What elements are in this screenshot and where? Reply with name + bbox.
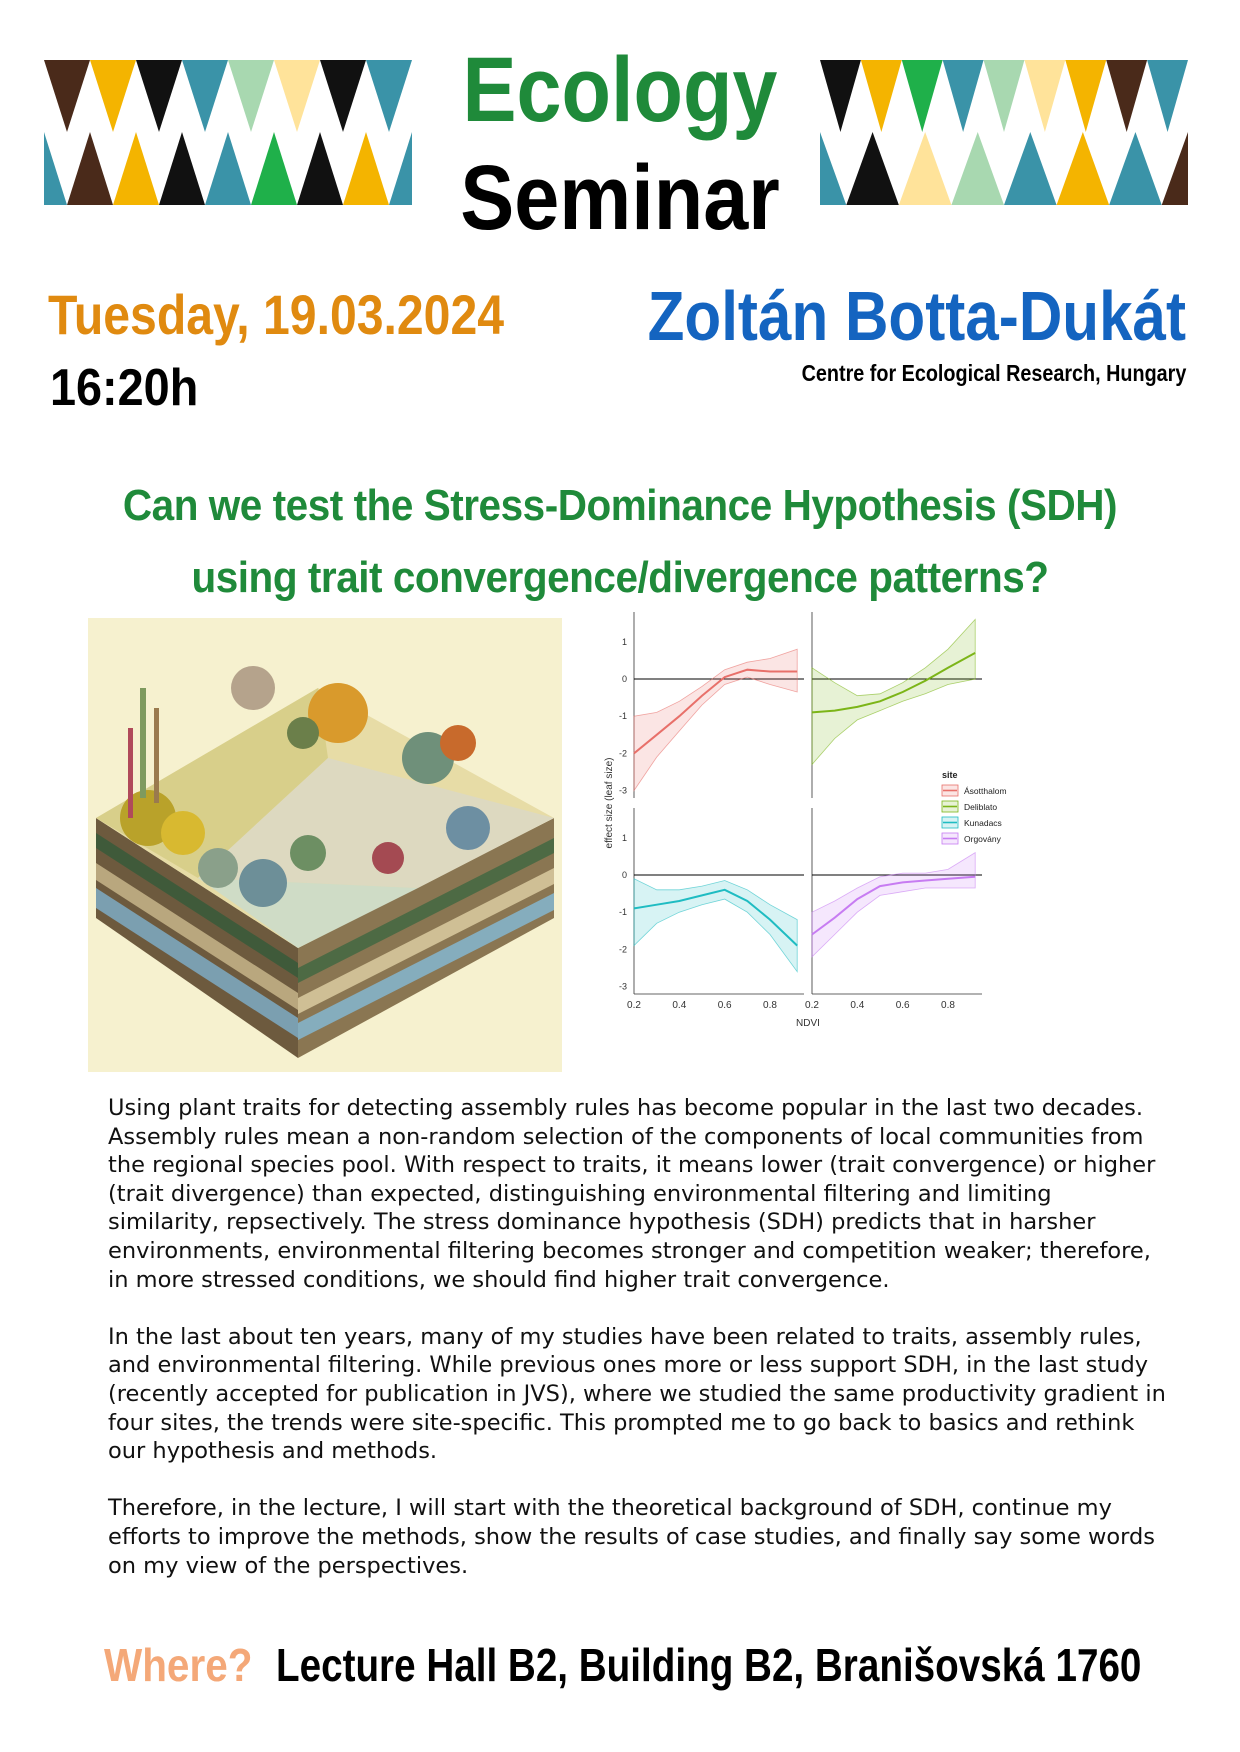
- banner-triangle-down: [984, 60, 1025, 132]
- banner-triangle-up: [1057, 132, 1110, 205]
- venue-location: Lecture Hall B2, Building B2, Branišovská 1760: [276, 1639, 1142, 1691]
- where-label: Where?: [104, 1639, 253, 1691]
- banner-triangle-down: [228, 60, 274, 132]
- banner-triangle-up: [899, 132, 952, 205]
- banner-triangle-down: [182, 60, 228, 132]
- y-axis-label: effect size (leaf size): [604, 757, 615, 849]
- x-tick-label: 0.8: [763, 1000, 777, 1011]
- x-tick-label: 0.4: [672, 1000, 687, 1011]
- banner-triangle-up: [846, 132, 899, 205]
- y-tick-label: 1: [621, 832, 627, 843]
- banner-triangle-up: [67, 132, 113, 205]
- talk-title-line1: Can we test the Stress-Dominance Hypothesis (SDH): [122, 481, 1118, 530]
- abstract-paragraph-1: Using plant traits for detecting assembly rules has become popular in the last two decades. Assembly rules mean a non-random selection of the components of local communities from the regional species pool. With respect to traits, it means lower (trait convergence) or higher (trait divergence) than expected, distinguishing environmental filtering and limiting similarity, repsectively. The stress dominance hypothesis (SDH) predicts that in harsher environments, environmental filtering becomes stronger and competition weaker; therefore, in more stressed conditions, we should find higher trait convergence.: [108, 1095, 1156, 1293]
- legend-entry-label: Kunadacs: [964, 818, 1002, 828]
- banner-triangle-up: [389, 132, 412, 205]
- banner-triangle-up: [297, 132, 343, 205]
- banner-triangle-down: [943, 60, 984, 132]
- talk-title: [40, 470, 1200, 614]
- banner-triangle-down: [902, 60, 943, 132]
- seminar-title-line1: Ecology: [462, 39, 778, 141]
- banner-triangle-up: [1004, 132, 1057, 205]
- banner-triangle-down: [1065, 60, 1106, 132]
- y-tick-label: -2: [618, 944, 627, 955]
- x-tick-label: 0.6: [717, 1000, 732, 1011]
- x-tick-label: 0.8: [941, 1000, 955, 1011]
- banner-triangle-up: [44, 132, 67, 205]
- banner-triangle-up: [951, 132, 1004, 205]
- banner-triangle-down: [820, 60, 861, 132]
- banner-triangle-up: [1109, 132, 1162, 205]
- x-tick-label: 0.2: [805, 1000, 819, 1011]
- y-tick-label: -1: [618, 711, 627, 722]
- banner-triangle-down: [1147, 60, 1188, 132]
- chart-plot-area: [600, 612, 1080, 1090]
- landscape-block-drawing: [88, 618, 562, 1072]
- banner-triangle-down: [1106, 60, 1147, 132]
- banner-triangle-down: [366, 60, 412, 132]
- speaker-affiliation: Centre for Ecological Research, Hungary: [801, 360, 1186, 386]
- banner-triangle-down: [274, 60, 320, 132]
- abstract-paragraph-3: Therefore, in the lecture, I will start with the theoretical background of SDH, continue my efforts to improve the methods, show the results of case studies, and finally say some words on my view of the perspectives.: [108, 1495, 1155, 1579]
- y-tick-label: -1: [618, 907, 627, 918]
- y-tick-label: -3: [618, 785, 627, 796]
- banner-triangle-down: [1024, 60, 1065, 132]
- banner-triangle-up: [251, 132, 297, 205]
- legend-entry-label: Deliblato: [964, 802, 998, 812]
- abstract-paragraph-2: In the last about ten years, many of my studies have been related to traits, assembly rules, and environmental filtering. While previous ones more or less support SDH, in the last study (recently accepted for publication in JVS), where we studied the same productivity gradient in four sites, the trends were site-specific. This prompted me to go back to basics and rethink our hypothesis and methods.: [108, 1323, 1166, 1465]
- talk-title-line2: using trait convergence/divergence patterns?: [191, 553, 1049, 602]
- legend-title: site: [942, 770, 958, 780]
- confidence-band: [812, 853, 975, 957]
- banner-triangle-up: [159, 132, 205, 205]
- y-tick-label: 0: [621, 869, 627, 880]
- seminar-title-line2: Seminar: [460, 147, 780, 249]
- banner-triangle-up: [820, 132, 846, 205]
- banner-triangle-down: [320, 60, 366, 132]
- right-triangle-banner: [820, 60, 1188, 205]
- banner-triangle-up: [205, 132, 251, 205]
- x-tick-label: 0.4: [850, 1000, 865, 1011]
- abstract-text: [108, 1094, 1168, 1609]
- triangle-pattern-right: [820, 60, 1188, 205]
- x-axis-label: NDVI: [796, 1018, 820, 1029]
- legend-entry-label: Orgovány: [964, 834, 1001, 844]
- y-tick-label: 1: [621, 636, 627, 647]
- event-date: Tuesday, 19.03.2024: [48, 283, 505, 346]
- banner-triangle-down: [90, 60, 136, 132]
- x-tick-label: 0.6: [895, 1000, 910, 1011]
- banner-triangle-up: [1162, 132, 1188, 205]
- banner-triangle-down: [136, 60, 182, 132]
- x-tick-label: 0.2: [627, 1000, 641, 1011]
- banner-triangle-up: [113, 132, 159, 205]
- legend-entry-label: Ásotthalom: [964, 786, 1007, 796]
- confidence-band: [812, 619, 975, 764]
- banner-triangle-up: [343, 132, 389, 205]
- effect-size-chart: [600, 612, 1080, 1090]
- left-triangle-banner: [44, 60, 412, 205]
- banner-triangle-down: [861, 60, 902, 132]
- y-tick-label: -3: [618, 981, 627, 992]
- y-tick-label: 0: [621, 673, 627, 684]
- triangle-pattern-left: [44, 60, 412, 205]
- event-time: 16:20h: [50, 359, 199, 417]
- confidence-band: [634, 649, 797, 790]
- speaker-name: Zoltán Botta-Dukát: [647, 277, 1186, 355]
- y-tick-label: -2: [618, 748, 627, 759]
- banner-triangle-down: [44, 60, 90, 132]
- landscape-illustration: [88, 618, 562, 1072]
